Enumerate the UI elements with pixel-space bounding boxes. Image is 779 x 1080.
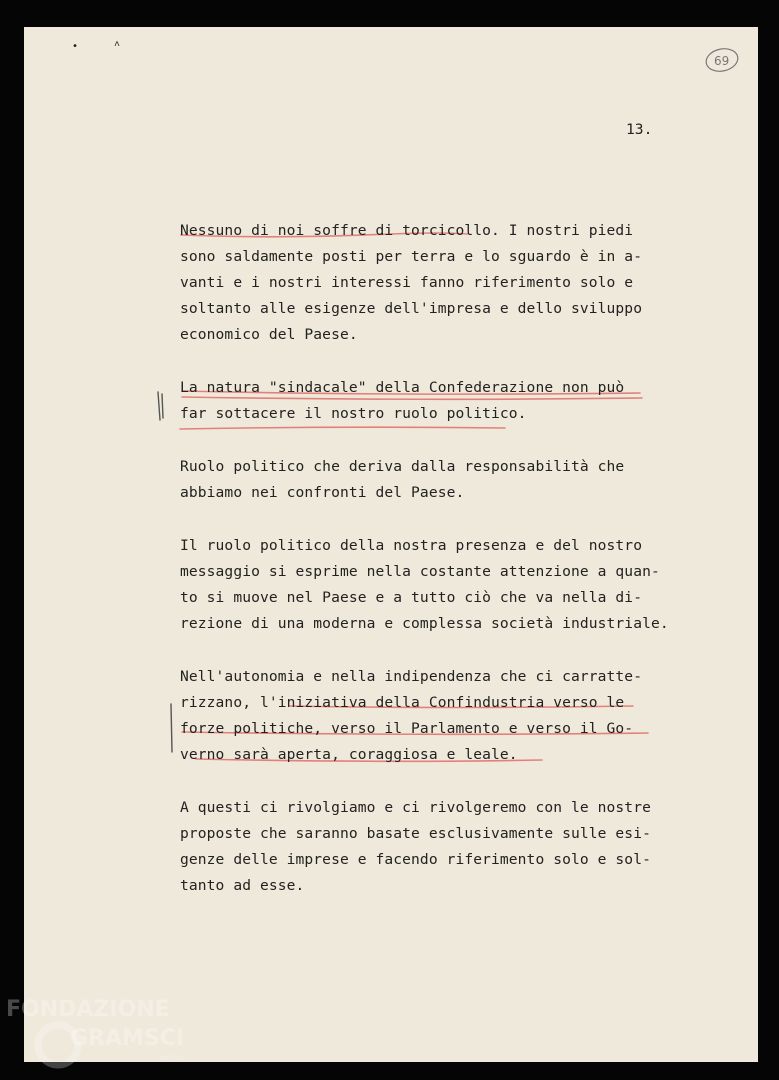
text-line: soltanto alle esigenze dell'impresa e dello sviluppo xyxy=(180,300,643,317)
text-line: Nell'autonomia e nella indipendenza che ci carratte- xyxy=(180,668,643,685)
paragraph xyxy=(180,375,680,427)
paragraph xyxy=(180,533,680,637)
fondazione-gramsci-watermark xyxy=(0,990,200,1080)
asterisk-mark: ˄ xyxy=(114,39,121,50)
archive-stamp xyxy=(704,46,740,74)
text-line: messaggio si esprime nella costante attenzione a quan- xyxy=(180,563,660,580)
text-line: verno sarà aperta, coraggiosa e leale. xyxy=(180,746,518,763)
dot-mark: • xyxy=(72,41,79,52)
text-line: rezione di una moderna e complessa società industriale. xyxy=(180,615,669,632)
paragraph xyxy=(180,218,680,348)
margin-mark-1 xyxy=(158,392,160,420)
svg-text:onlus: onlus xyxy=(160,1053,185,1062)
paragraph xyxy=(180,795,680,899)
page-number: 13. xyxy=(626,121,653,138)
text-line: rizzano, l'iniziativa della Confindustria verso le xyxy=(180,694,625,711)
margin-marks xyxy=(158,392,172,752)
svg-text:69: 69 xyxy=(714,54,730,68)
text-line: Ruolo politico che deriva dalla responsabilità che xyxy=(180,458,625,475)
text-line: to si muove nel Paese e a tutto ciò che va nella di- xyxy=(180,589,643,606)
text-line: La natura "sindacale" della Confederazione non può xyxy=(180,379,625,396)
text-line: far sottacere il nostro ruolo politico. xyxy=(180,405,527,422)
document-body xyxy=(180,218,680,926)
text-line: genze delle imprese e facendo riferimento solo e sol- xyxy=(180,851,651,868)
text-line: abbiamo nei confronti del Paese. xyxy=(180,484,465,501)
text-line: tanto ad esse. xyxy=(180,877,305,894)
text-line: Nessuno di noi soffre di torcicollo. I nostri piedi xyxy=(180,222,634,239)
text-line: proposte che saranno basate esclusivamente sulle esi- xyxy=(180,825,651,842)
svg-text:FONDAZIONE: FONDAZIONE xyxy=(6,997,170,1022)
text-line: economico del Paese. xyxy=(180,326,358,343)
text-line: A questi ci rivolgiamo e ci rivolgeremo con le nostre xyxy=(180,799,651,816)
text-line: Il ruolo politico della nostra presenza e del nostro xyxy=(180,537,643,554)
text-line: sono saldamente posti per terra e lo sguardo è in a- xyxy=(180,248,643,265)
text-line: vanti e i nostri interessi fanno riferimento solo e xyxy=(180,274,634,291)
margin-mark-2 xyxy=(171,704,172,752)
paragraph xyxy=(180,454,680,506)
svg-text:GRAMSCI: GRAMSCI xyxy=(70,1026,185,1051)
paragraph xyxy=(180,664,680,768)
text-line: forze politiche, verso il Parlamento e verso il Go- xyxy=(180,720,634,737)
